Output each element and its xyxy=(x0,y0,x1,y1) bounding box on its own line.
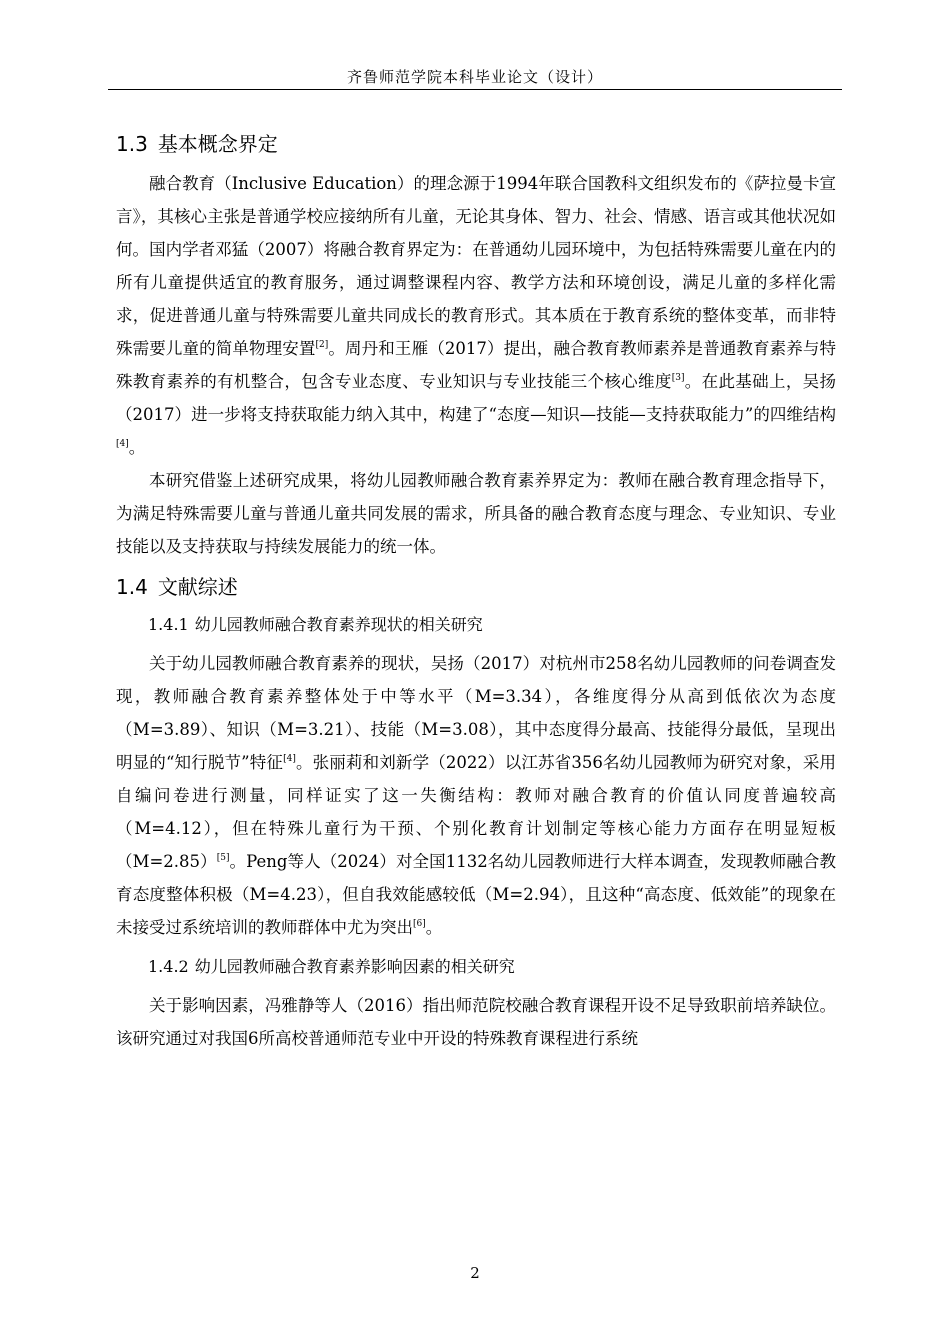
citation: [5] xyxy=(216,853,230,863)
section-heading-1-4 xyxy=(116,571,836,600)
header-rule xyxy=(108,89,842,90)
citation: [3] xyxy=(671,373,685,383)
subsection-number: 1.4.1 xyxy=(148,615,189,634)
section-heading-1-3 xyxy=(116,128,836,157)
paragraph-definition xyxy=(116,167,836,464)
paragraph-study-definition: 本研究借鉴上述研究成果，将幼儿园教师融合教育素养界定为：教师在融合教育理念指导下，为满足特殊需要儿童与普通儿童共同发展的需求，所具备的融合教育态度与理念、专业知识、专业技能以及支持获取与持续发展能力的统一体。 xyxy=(116,471,836,556)
paragraph-text: 。Peng等人（2024）对全国1132名幼儿园教师进行大样本调查，发现教师融合教育态度整体积极（M=4.23），但自我效能感较低（M=2.94），且这种“高态度、低效能”的现象在未接受过系统培训的教师群体中尤为突出 xyxy=(116,852,836,937)
subsection-title: 幼儿园教师融合教育素养影响因素的相关研究 xyxy=(194,957,515,976)
subsection-title: 幼儿园教师融合教育素养现状的相关研究 xyxy=(194,615,483,634)
citation: [4] xyxy=(116,439,129,449)
paragraph-text: 。周丹和王雁（2017）提出，融合教育教师素养是普通教育素养与特殊教育素养的有机整合，包含专业态度、专业知识与专业技能三个核心维度 xyxy=(116,339,837,391)
paragraph-status xyxy=(116,647,836,944)
paragraph-text: 关于幼儿园教师融合教育素养的现状，吴扬（2017）对杭州市258名幼儿园教师的问卷调查发现，教师融合教育素养整体处于中等水平（M=3.34），各维度得分从高到低依次为态度（M=3.89）、知识（M=3.21）、技能（M=3.08），其中态度得分最高、技能得分最低，呈现出明显的“知行脱节”特征 xyxy=(116,654,836,772)
page-number: 2 xyxy=(470,1264,480,1282)
section-number: 1.4 xyxy=(116,575,148,599)
citation: [2] xyxy=(315,340,329,350)
paragraph-text: 。 xyxy=(128,438,146,457)
paragraph-text: 融合教育（Inclusive Education）的理念源于1994年联合国教科文组织发布的《萨拉曼卡宣言》，其核心主张是普通学校应接纳所有儿童，无论其身体、智力、社会、情感、语言或其他状况如何。国内学者邓猛（2007）将融合教育界定为：在普通幼儿园环境中，为包括特殊需要儿童在内的所有儿童提供适宜的教育服务，通过调整课程内容、教学方法和环境创设，满足儿童的多样化需求，促进普通儿童与特殊需要儿童共同成长的教育形式。其本质在于教育系统的整体变革，而非特殊需要儿童的简单物理安置 xyxy=(116,174,836,358)
paragraph-text: 。在此基础上，吴扬（2017）进一步将支持获取能力纳入其中，构建了“态度—知识—技能—支持获取能力”的四维结构 xyxy=(116,372,837,424)
subsection-heading-1-4-1 xyxy=(116,612,836,635)
citation: [4] xyxy=(283,754,296,764)
section-title: 文献综述 xyxy=(157,575,238,599)
citation: [6] xyxy=(413,919,426,929)
paragraph-text: 。 xyxy=(425,918,443,937)
subsection-number: 1.4.2 xyxy=(148,957,189,976)
running-header: 齐鲁师范学院本科毕业论文（设计） xyxy=(346,68,603,86)
section-number: 1.3 xyxy=(116,132,148,156)
subsection-heading-1-4-2 xyxy=(116,954,836,977)
paragraph-factors: 关于影响因素，冯雅静等人（2016）指出师范院校融合教育课程开设不足导致职前培养缺位。该研究通过对我国6所高校普通师范专业中开设的特殊教育课程进行系统 xyxy=(116,996,836,1048)
page-body xyxy=(116,128,836,1055)
section-title: 基本概念界定 xyxy=(157,132,278,156)
paragraph-text: 。张丽莉和刘新学（2022）以江苏省356名幼儿园教师为研究对象，采用自编问卷进行测量，同样证实了这一失衡结构：教师对融合教育的价值认同度普遍较高（M=4.12），但在特殊儿童行为干预、个别化教育计划制定等核心能力方面存在明显短板（M=2.85） xyxy=(116,753,836,871)
